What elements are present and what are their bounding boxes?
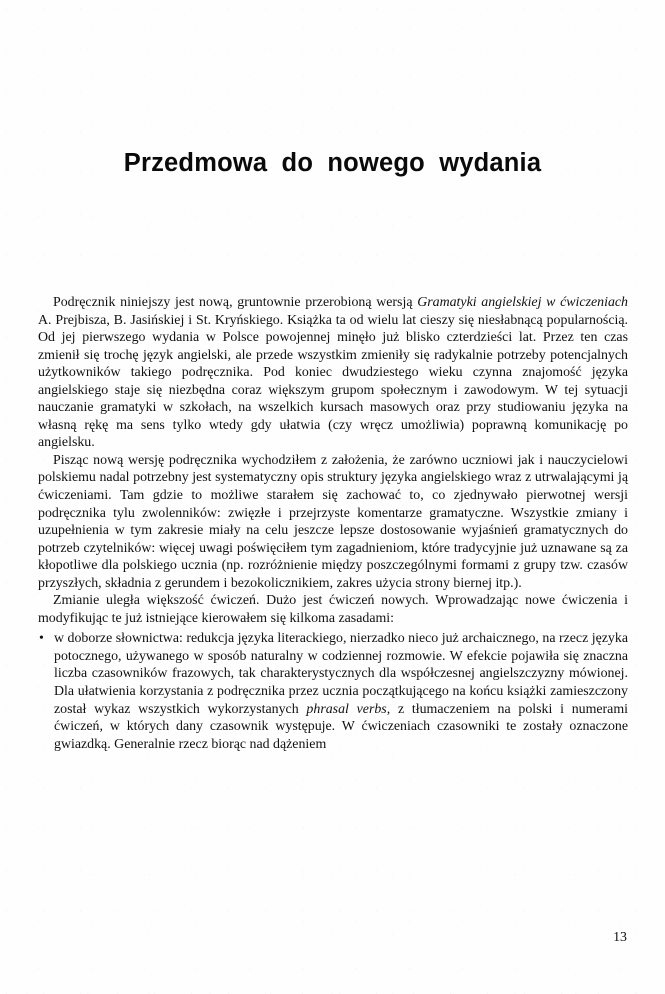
body-text-block [38,294,628,753]
list-item-text-a: w doborze słownictwa: redukcja języka literackiego, nierzadko nieco już archaicznego, na rzecz języka potocznego, używanego w sposób naturalny w codziennej rozmowie. W efekcie pojawiła się znaczna liczba czasowników frazowych, tak charakterystycznych dla współczesnej angielszczyzny mówionej. Dla ułatwienia korzystania z podręcznika przez ucznia początkującego na końcu książki zamieszczony został wykaz wszystkich wykorzystanych [54,631,628,717]
paragraph-2: Pisząc nową wersję podręcznika wychodziłem z założenia, że zarówno uczniowi jak i nauczycielowi polskiemu nadal potrzebny jest systematyczny opis struktury języka angielskiego wraz z utrwalającymi ją ćwiczeniami. Tam gdzie to możliwe starałem się zachować to, co zjednywało pierwotnej wersji podręcznika tylu zwolenników: zwięzłe i przejrzyste komentarze gramatyczne. Wszystkie zmiany i uzupełnienia w tym zakresie miały na celu jeszcze lepsze dostosowanie wyjaśnień gramatycznych do potrzeb czytelników: więcej uwagi poświęciłem tym zagadnieniom, które tradycyjnie już uznawane są za kłopotliwe dla polskiego ucznia (np. rozróżnienie między poszczególnymi formami z grupy tzw. czasów przyszłych, składnia z gerundem i bezokolicznikiem, zakres użycia strony biernej itp.). [38,452,628,591]
paragraph-1-text-b: A. Prejbisza, B. Jasińskiej i St. Kryńskiego. Książka ta od wielu lat cieszy się niesłabnącą popularnością. Od jej pierwszego wydania w Polsce powojennej minęło już blisko czterdzieści lat. Przez ten czas zmienił się trochę język angielski, ale przede wszystkim zmieniły się radykalnie potrzeby potencjalnych użytkowników takiego podręcznika. Pod koniec dwudziestego wieku czynna znajomość języka angielskiego staje się niezbędna coraz większym grupom społecznym i zawodowym. W tej sytuacji nauczanie gramatyki w szkołach, na wszelkich kursach masowych oraz przy studiowaniu języka na własną rękę ma sens tylko wtedy gdy ułatwia (czy wręcz umożliwia) poprawną komunikację po angielsku. [38,312,628,451]
bullet-point-icon: • [39,631,44,647]
paragraph-1-text-a: Podręcznik niniejszy jest nową, gruntownie przerobioną wersją [53,295,418,310]
phrasal-verbs-italic: phrasal verbs [306,701,387,717]
page-number: 13 [613,930,627,945]
list-item-text-b: , z tłumaczeniem na polski i numerami ćwiczeń, w których dany czasownik występuje. W ćwiczeniach czasowniki te zostały oznaczone gwiazdką. Generalnie rzecz biorąc nad dążeniem [54,701,629,752]
principles-list [38,630,628,753]
page-title: Przedmowa do nowego wydania [123,149,542,178]
list-item [38,630,628,753]
paragraph-1 [38,294,628,452]
book-title-italic: Gramatyki angielskiej w ćwiczeniach [417,295,628,310]
paragraph-3: Zmianie uległa większość ćwiczeń. Dużo jest ćwiczeń nowych. Wprowadzając nowe ćwiczenia i modyfikując te już istniejące kierowałem się kilkoma zasadami: [38,593,628,626]
